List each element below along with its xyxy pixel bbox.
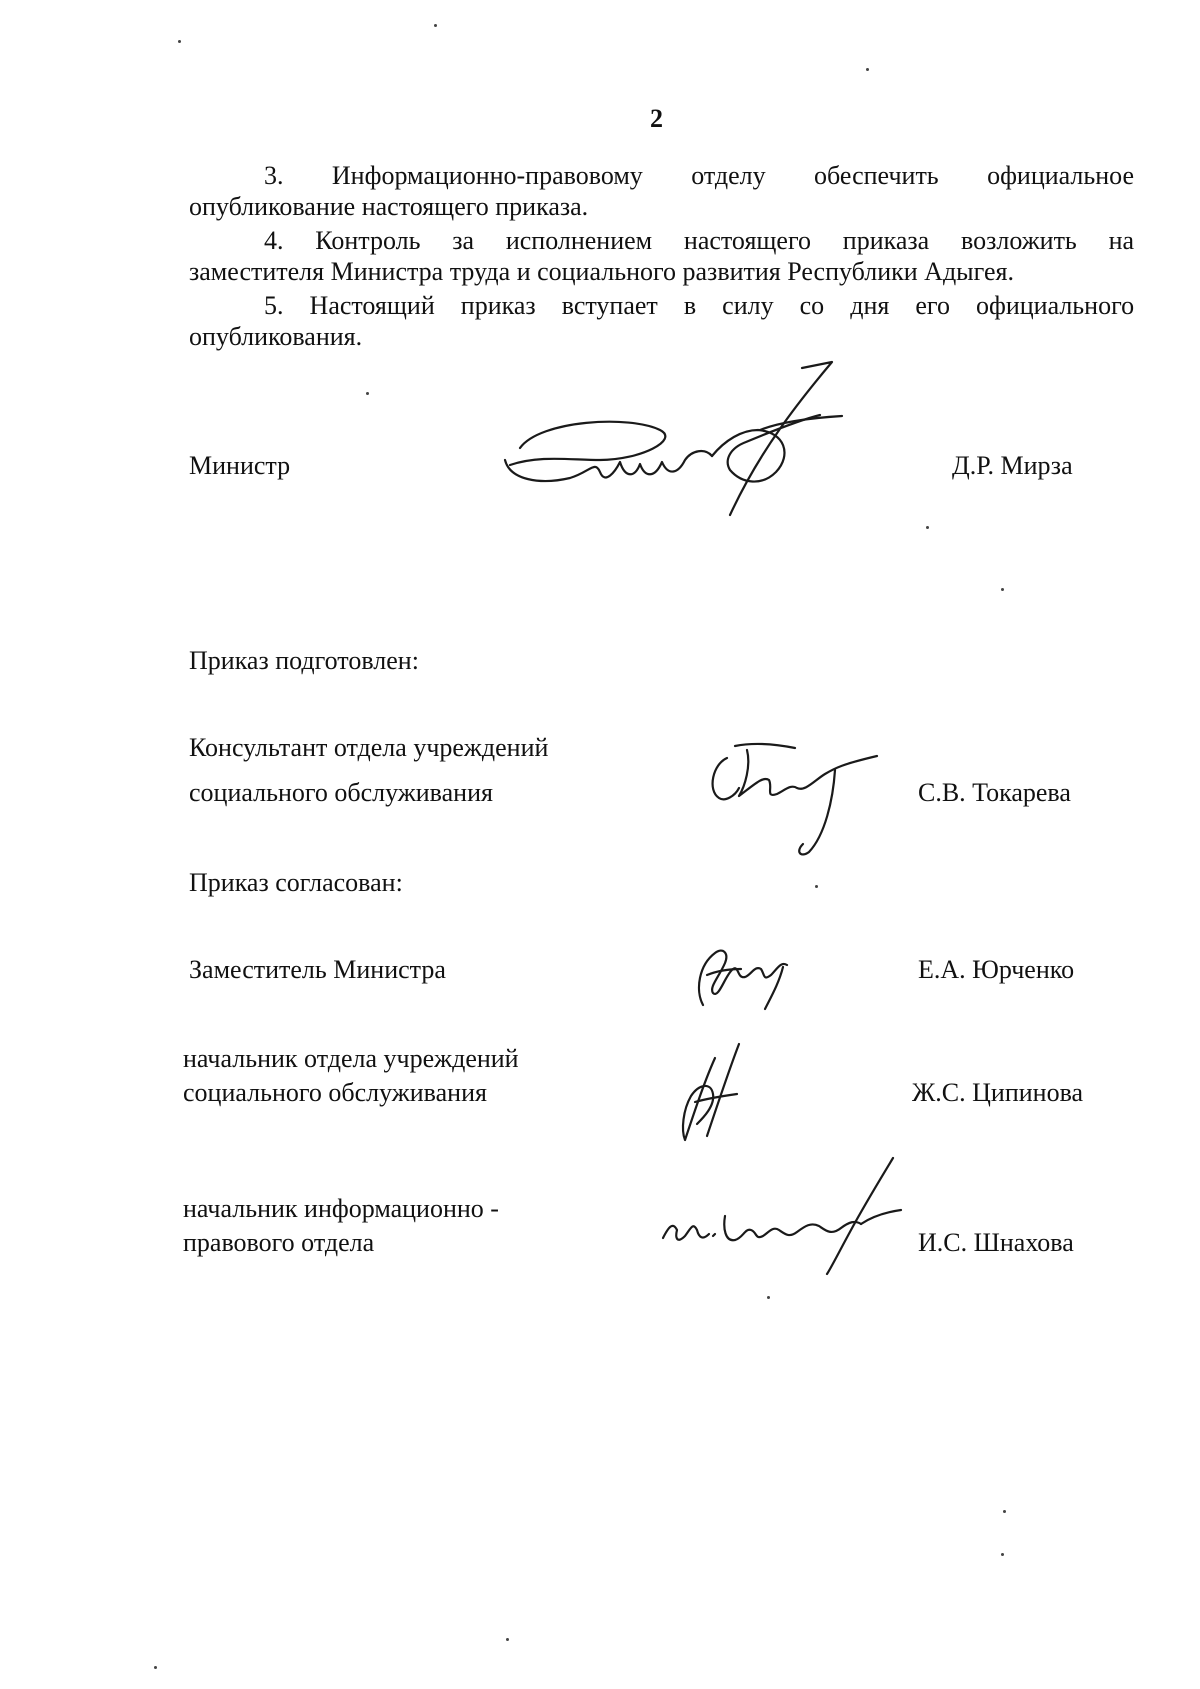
yurchenko-signature	[685, 935, 810, 1015]
agreed-heading: Приказ согласован:	[189, 868, 403, 897]
scan-speck	[1001, 1553, 1004, 1556]
minister-title: Министр	[189, 451, 291, 480]
paragraph-3	[189, 160, 1134, 222]
agreed-position-3-line-2: правового отдела	[183, 1228, 375, 1257]
paragraph-3-line-2: опубликование настоящего приказа.	[189, 192, 589, 221]
paragraph-4-line-2: заместителя Министра труда и социального развития Республики Адыгея.	[189, 257, 1014, 286]
scan-speck	[506, 1638, 509, 1641]
agreed-name-3: И.С. Шнахова	[918, 1228, 1074, 1257]
prepared-name: С.В. Токарева	[918, 778, 1071, 807]
paragraph-5-line-1: 5. Настоящий приказ вступает в силу со дня его официального	[264, 291, 1135, 320]
prepared-position-line-2: социального обслуживания	[189, 778, 493, 807]
agreed-name-1: Е.А. Юрченко	[918, 955, 1075, 984]
scan-speck	[866, 68, 869, 71]
tsipinova-signature	[665, 1040, 765, 1150]
scan-speck	[154, 1666, 157, 1669]
tokareva-signature	[705, 740, 885, 860]
scan-speck	[178, 40, 181, 43]
scan-speck	[1001, 588, 1004, 591]
scan-speck	[1003, 1510, 1006, 1513]
paragraph-4-line-1: 4. Контроль за исполнением настоящего приказа возложить на	[264, 226, 1135, 255]
paragraph-3-line-1: 3. Информационно-правовому отделу обеспечить официальное	[264, 161, 1135, 190]
agreed-position-3-line-1: начальник информационно -	[183, 1194, 499, 1223]
prepared-position-line-1: Консультант отдела учреждений	[189, 733, 549, 762]
scan-speck	[366, 392, 369, 395]
prepared-heading: Приказ подготовлен:	[189, 646, 419, 675]
paragraph-4	[189, 225, 1134, 287]
page-number: 2	[650, 104, 663, 133]
paragraph-5	[189, 290, 1134, 352]
scan-speck	[926, 526, 929, 529]
scan-speck	[767, 1296, 770, 1299]
minister-name: Д.Р. Мирза	[952, 451, 1073, 480]
agreed-name-2: Ж.С. Ципинова	[912, 1078, 1084, 1107]
shnakhova-signature	[655, 1150, 935, 1280]
scan-speck	[434, 24, 437, 27]
paragraph-5-line-2: опубликования.	[189, 322, 363, 351]
scan-speck	[815, 885, 818, 888]
minister-signature	[480, 360, 880, 525]
agreed-position-1-line-1: Заместитель Министра	[189, 955, 446, 984]
agreed-position-2-line-1: начальник отдела учреждений	[183, 1044, 519, 1073]
agreed-position-2-line-2: социального обслуживания	[183, 1078, 487, 1107]
